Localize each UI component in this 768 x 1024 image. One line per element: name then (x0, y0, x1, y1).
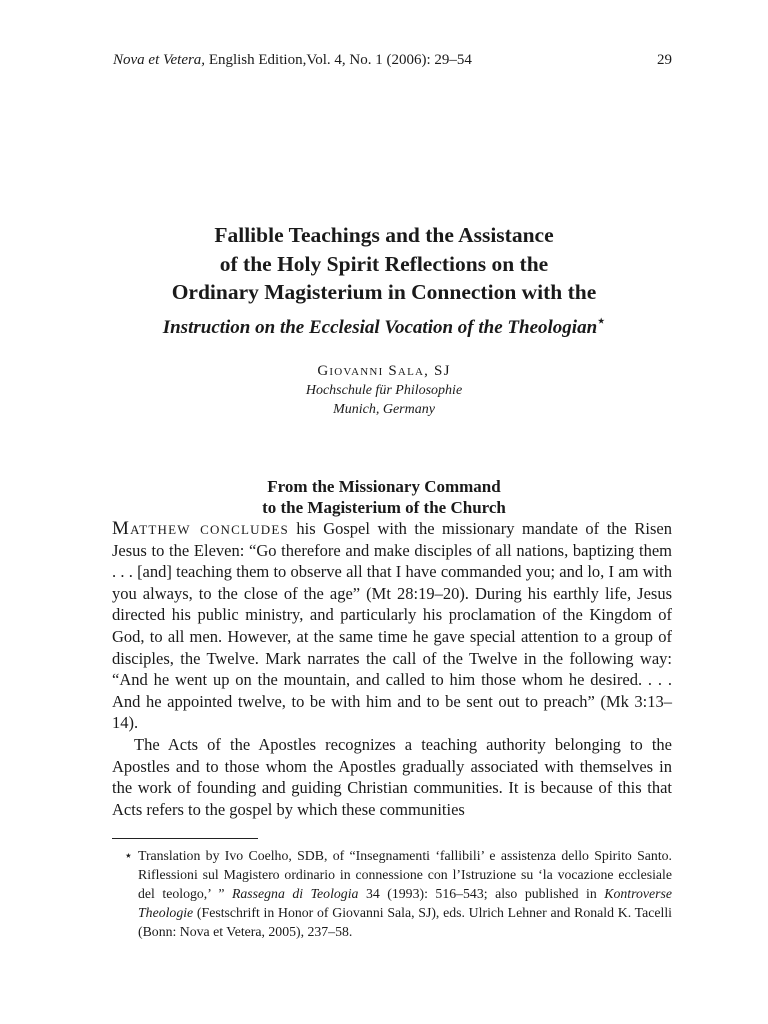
footnote-marker: ⋆ (124, 848, 133, 863)
paragraph-1-text: his Gospel with the missionary mandate of the Risen Jesus to the Eleven: “Go therefore and make disciples of all nations, baptizing them . . . [and] teaching them to observe all that I have commanded you; and lo, I am with you always, to the close of the age” (Mt 28:19–20). During his earthly life, Jesus directed his public ministry, and particularly his proclamation of the Kingdom of God, to all men. However, at the same time he gave special attention to a group of disciples, the Twelve. Mark narrates the call of the Twelve in the following way: “And he went up on the mountain, and called to him those whom he desired. . . . And he appointed twelve, to be with him and to be sent out to preach” (Mk 3:13–14). (112, 519, 672, 733)
footnote-text-part: Translation by Ivo Coelho, (138, 848, 298, 863)
running-head (113, 52, 672, 69)
title-footnote-marker: ⋆ (597, 312, 606, 328)
footnote (118, 846, 672, 941)
footnote-abbrev-sdb: SDB (297, 848, 324, 863)
author-name: Giovanni Sala, SJ (317, 363, 451, 379)
footnote-text-part: (Festschrift in Honor of Giovanni Sala, (193, 905, 419, 920)
paragraph-2: The Acts of the Apostles recognizes a teaching authority belonging to the Apostles and to those whom the Apostles gradually associated with themselves in the work of founding and guiding Christian communities. It is because of this that Acts refers to the gospel by which these communities (112, 734, 672, 819)
title-line-1: Fallible Teachings and the Assistance (214, 223, 554, 247)
journal-details: English Edition,Vol. 4, No. 1 (2006): 29–54 (205, 52, 472, 68)
section-heading-line-2: to the Magisterium of the Church (262, 498, 506, 517)
footnote-text-part: 34 (1993): 516–543; also published in (358, 886, 605, 901)
footnote-rule (112, 838, 258, 839)
footnote-text-part: , of “Insegnamenti ‘fallibili’ e assistenza dello Spirito Santo. Riflessioni sul Magistero ordinario in connessione con l’Istruzione su ‘la vocazione ecclesiale del teologo,’ ” (138, 848, 673, 901)
footnote-journal-title: Rassegna di Teologia (231, 886, 359, 901)
article-title (100, 221, 668, 342)
title-line-3: Ordinary Magisterium in Connection with the (171, 280, 597, 304)
paragraph-lead-in: Matthew concludes (112, 518, 289, 539)
footnote-text-part: ), eds. Ulrich Lehner and Ronald K. Tacelli (Bonn: Nova et Vetera, 2005), 237–58. (138, 905, 672, 939)
paragraph-1 (112, 518, 672, 734)
author-location: Munich, Germany (333, 402, 435, 417)
body-text (112, 518, 672, 820)
author-affiliation: Hochschule für Philosophie (305, 383, 463, 398)
title-line-4: Instruction on the Ecclesial Vocation of the Theologian (162, 316, 598, 338)
section-heading-line-1: From the Missionary Command (267, 477, 501, 496)
journal-name: Nova et Vetera, (113, 52, 206, 68)
byline (100, 362, 668, 419)
title-line-2: of the Holy Spirit Reflections on the (219, 251, 549, 276)
footnote-book-title: Kontroverse Theologie (138, 886, 672, 920)
page-number: 29 (657, 52, 672, 68)
footnote-abbrev-sj: SJ (418, 905, 432, 920)
footnote-text (118, 846, 672, 941)
section-heading (100, 476, 668, 518)
